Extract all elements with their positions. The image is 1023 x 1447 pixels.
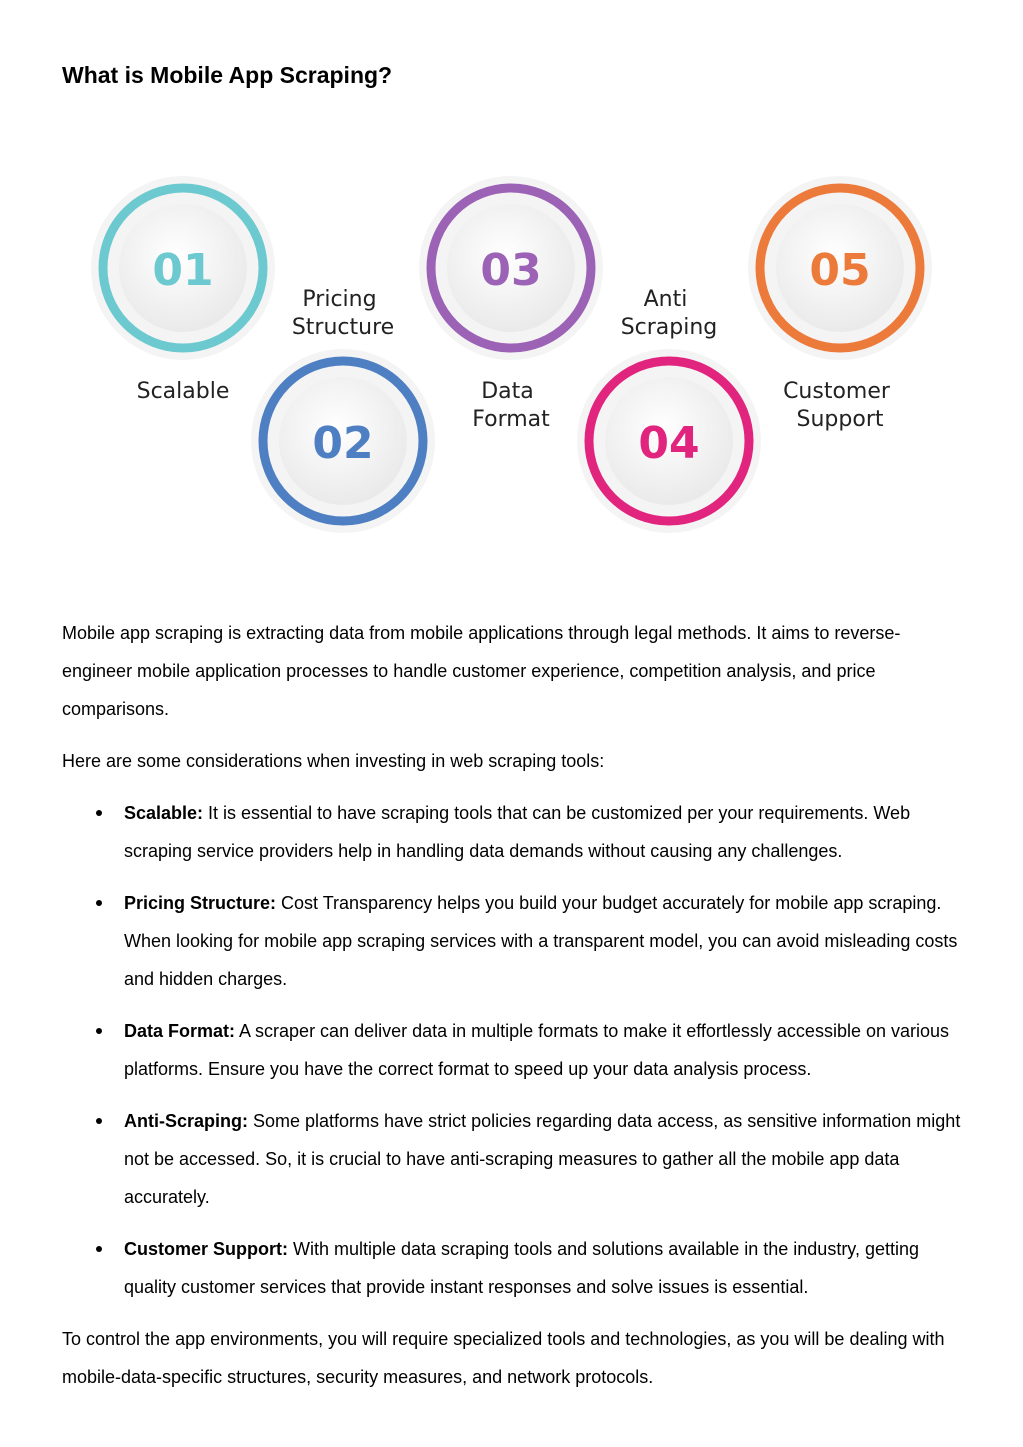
- lead-paragraph: Here are some considerations when investing in web scraping tools:: [62, 751, 605, 771]
- step-2: [251, 349, 435, 533]
- step-4-label: Anti Scraping: [620, 287, 718, 340]
- list-item-text: With multiple data scraping tools and solutions available in the industry, getting quality customer services that provide instant responses and solve issues is essential.: [124, 1239, 920, 1297]
- page-title: What is Mobile App Scraping?: [62, 62, 393, 88]
- steps-infographic: [80, 170, 950, 550]
- step-1-number: 01: [152, 245, 214, 296]
- list-item-text: Some platforms have strict policies regarding data access, as sensitive information might not be accessed. So, it is crucial to have anti-scraping measures to gather all the mobile app data accurately.: [124, 1111, 961, 1207]
- article-body: [62, 614, 962, 1410]
- list-item: [124, 1012, 962, 1088]
- step-5-number: 05: [809, 245, 871, 296]
- step-1: [91, 176, 275, 360]
- list-item-text: A scraper can deliver data in multiple formats to make it effortlessly accessible on various platforms. Ensure you have the correct format to speed up your data analysis process.: [124, 1021, 950, 1079]
- list-item-term: Scalable:: [124, 803, 204, 823]
- step-1-label: Scalable: [136, 379, 230, 404]
- step-3: [419, 176, 603, 360]
- considerations-list: [62, 794, 962, 1306]
- list-item: [124, 1102, 962, 1216]
- step-3-label: Data Format: [472, 379, 550, 432]
- list-item-text: It is essential to have scraping tools that can be customized per your requirements. Web scraping service providers help in handling data demands without causing any challenges.: [124, 803, 911, 861]
- step-2-label: Pricing Structure: [291, 287, 395, 340]
- list-item: [124, 1230, 962, 1306]
- intro-paragraph: Mobile app scraping is extracting data from mobile applications through legal methods. It aims to reverse-engineer mobile application processes to handle customer experience, competition analysis, and price comparisons.: [62, 623, 901, 719]
- step-5: [748, 176, 932, 360]
- list-item: [124, 794, 962, 870]
- list-item-term: Anti-Scraping:: [124, 1111, 248, 1131]
- step-5-label: Customer Support: [783, 379, 890, 432]
- step-2-number: 02: [312, 418, 374, 469]
- step-4: [577, 349, 761, 533]
- list-item-text: Cost Transparency helps you build your budget accurately for mobile app scraping. When looking for mobile app scraping services with a transparent model, you can avoid misleading costs and hidden charges.: [124, 893, 958, 989]
- list-item-term: Customer Support:: [124, 1239, 288, 1259]
- list-item-term: Pricing Structure:: [124, 893, 277, 913]
- list-item: [124, 884, 962, 998]
- step-4-number: 04: [638, 418, 700, 469]
- step-3-number: 03: [480, 245, 542, 296]
- list-item-term: Data Format:: [124, 1021, 236, 1041]
- closing-paragraph: To control the app environments, you will require specialized tools and technologies, as you will be dealing with mobile-data-specific structures, security measures, and network protocols.: [62, 1329, 945, 1387]
